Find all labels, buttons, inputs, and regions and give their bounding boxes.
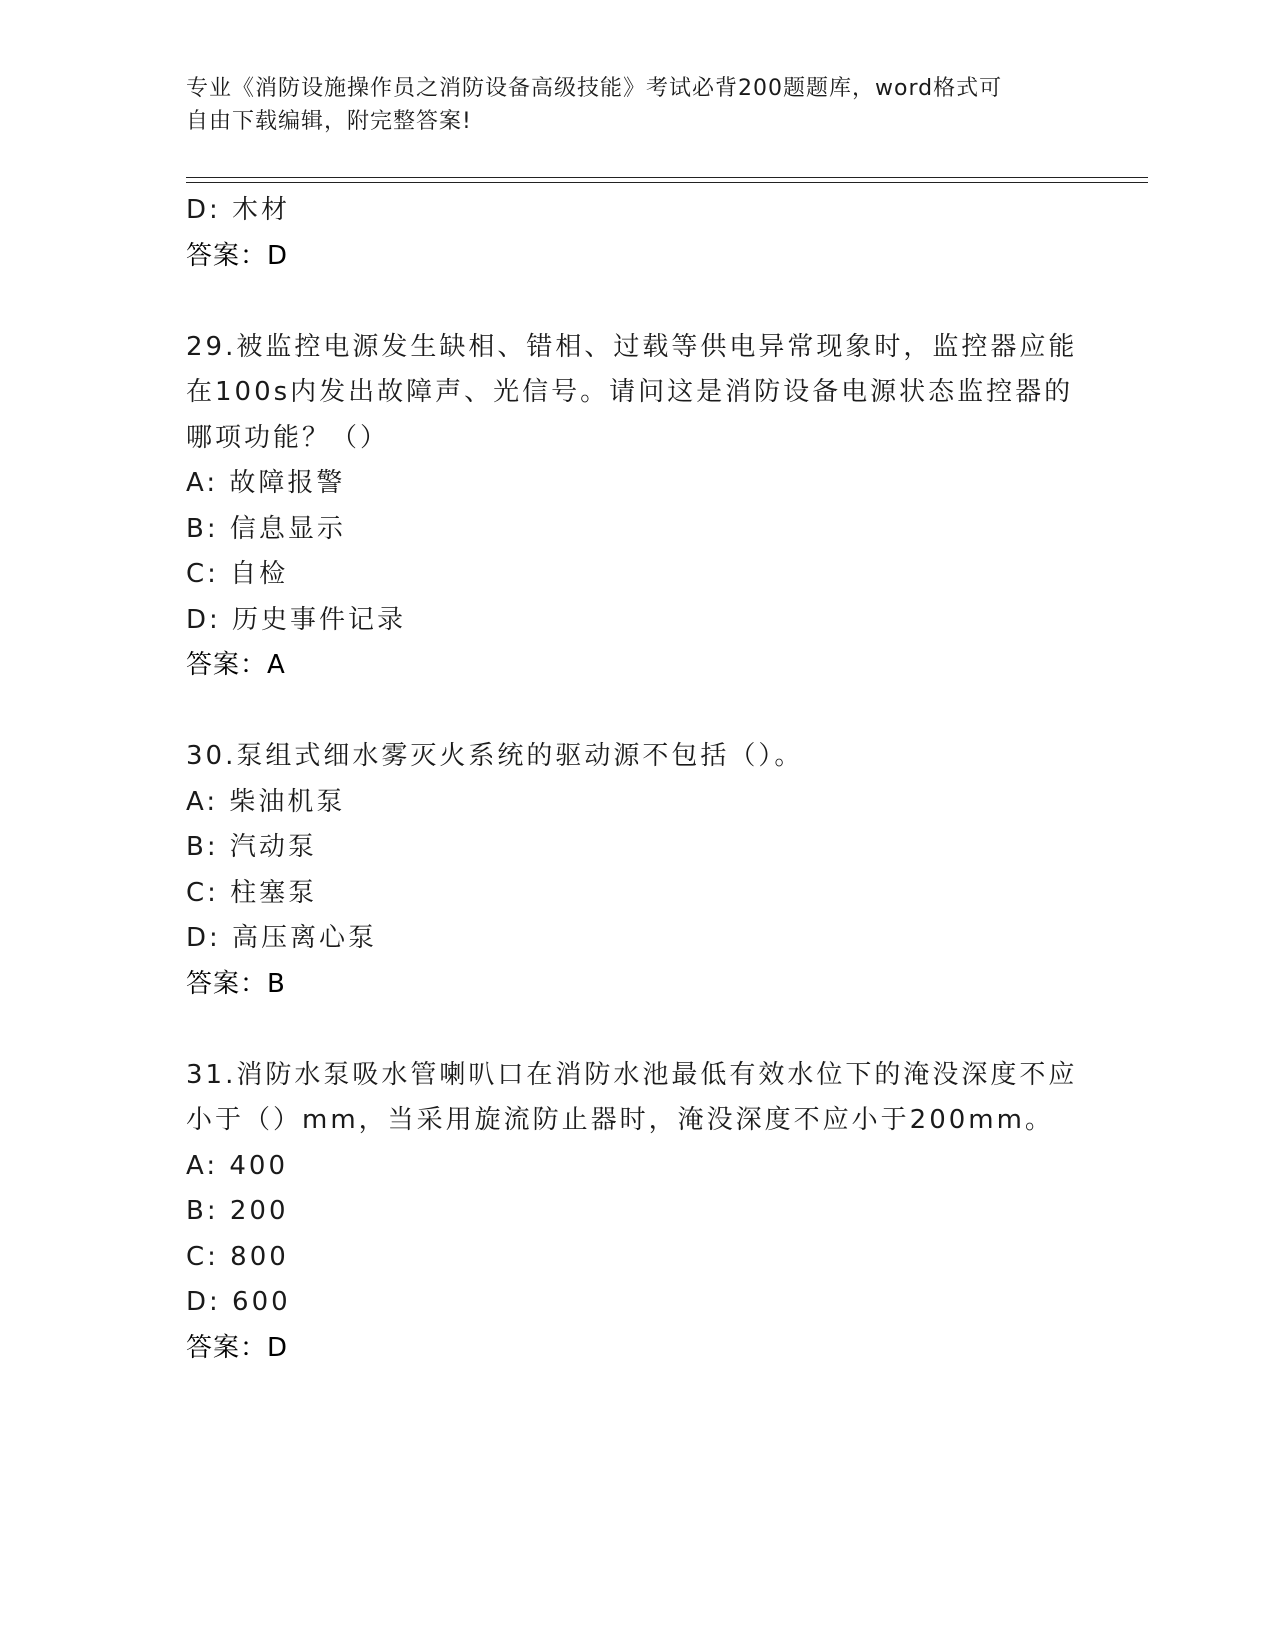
option-c: C: 自检 xyxy=(186,559,289,589)
question-29 xyxy=(186,325,1086,689)
question-stem: 30.泵组式细水雾灭火系统的驱动源不包括（）。 xyxy=(186,741,804,771)
option-c: C: 柱塞泵 xyxy=(186,877,318,908)
answer-label: 答案：D xyxy=(186,1332,289,1363)
option-d: D: 历史事件记录 xyxy=(186,604,407,635)
question-stem: 在100s内发出故障声、光信号。请问这是消防设备电源状态监控器的 xyxy=(186,377,1074,407)
question-stem: 哪项功能？（） xyxy=(186,422,390,453)
spacer xyxy=(186,1007,1086,1053)
option-d: D: 高压离心泵 xyxy=(186,923,378,953)
option-c: C: 800 xyxy=(186,1241,289,1272)
question-28-tail xyxy=(186,188,1086,279)
option-d: D: 600 xyxy=(186,1287,291,1317)
option-b: B: 汽动泵 xyxy=(186,832,317,862)
spacer xyxy=(186,279,1086,325)
question-30 xyxy=(186,734,1086,1007)
question-stem: 31.消防水泵吸水管喇叭口在消防水池最低有效水位下的淹没深度不应 xyxy=(186,1059,1078,1090)
option-d: D: 木材 xyxy=(186,195,291,225)
answer-label: 答案：D xyxy=(186,240,289,271)
option-a: A: 故障报警 xyxy=(186,468,346,498)
spacer xyxy=(186,689,1086,735)
header-title-line-2: 自由下载编辑，附完整答案! xyxy=(186,109,472,134)
header-title-line-1: 专业《消防设施操作员之消防设备高级技能》考试必背200题题库，word格式可 xyxy=(186,76,1003,101)
question-stem: 29.被监控电源发生缺相、错相、过载等供电异常现象时，监控器应能 xyxy=(186,331,1078,362)
answer-label: 答案：B xyxy=(186,968,286,999)
header-divider-bottom xyxy=(186,182,1148,183)
header-divider-top xyxy=(186,177,1148,178)
option-b: B: 信息显示 xyxy=(186,513,346,544)
answer-label: 答案：A xyxy=(186,650,286,680)
question-list xyxy=(186,188,1086,1371)
page-header xyxy=(186,72,1066,138)
option-a: A: 400 xyxy=(186,1150,288,1181)
question-31 xyxy=(186,1053,1086,1372)
question-stem: 小于（）mm，当采用旋流防止器时，淹没深度不应小于200mm。 xyxy=(186,1105,1054,1135)
option-a: A: 柴油机泵 xyxy=(186,786,346,817)
option-b: B: 200 xyxy=(186,1196,289,1226)
